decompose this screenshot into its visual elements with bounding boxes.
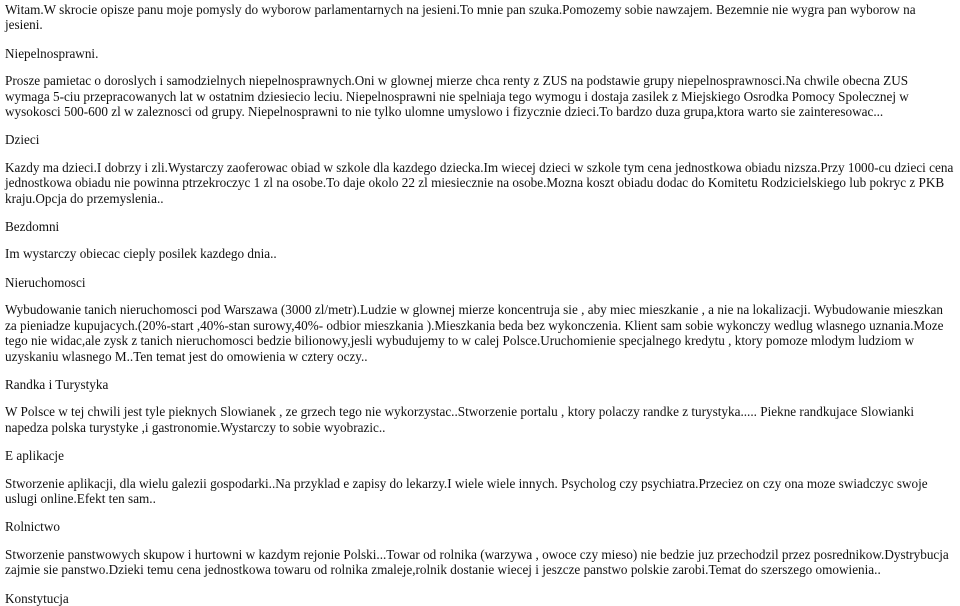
intro-paragraph: Witam.W skrocie opisze panu moje pomysly do wyborow parlamentarnych na jesieni.To mnie pan szuka.Pomozemy sobie nawzajem. Bezemnie nie wygra pan wyborow na jesieni.: [5, 2, 916, 33]
section-body-rolnictwo: Stworzenie panstwowych skupow i hurtowni w kazdym rejonie Polski...Towar od rolnika (warzywa , owoce czy mieso) nie bedzie juz przechodzil przez posrednikow.Dystrybucja zajmie sie panstwo.Dzieki temu cena jednostkowa towaru od rolnika zmaleje,rolnik dostanie wiecej i jeszcze panstwo polskie zarobi.Temat do szerszego omowienia..: [5, 546, 949, 578]
section-title-dzieci: Dzieci: [5, 132, 40, 148]
section-body-e-aplikacje: Stworzenie aplikacji, dla wielu galezii gospodarki..Na przyklad e zapisy do lekarzy.I wiele wiele innych. Psycholog czy psychiatra.Przeciez on czy ona moze swiadczyc swoje uslugi online.Efekt ten sam..: [5, 475, 928, 506]
section-title-niepelnosprawni: Niepelnosprawni.: [5, 45, 99, 61]
section-title-e-aplikacje: E aplikacje: [5, 448, 64, 464]
section-body-bezdomni: Im wystarczy obiecac cieply posilek kazdego dnia..: [5, 246, 277, 262]
section-title-rolnictwo: Rolnictwo: [5, 519, 60, 535]
section-body-dzieci: Kazdy ma dzieci.I dobrzy i zli.Wystarczy zaoferowac obiad w szkole dla kazdego dziecka.Im wiecej dzieci w szkole tym cena jednostkowa obiadu nizsza.Przy 1000-cu dzieci cena jednostkowa obiadu nie powinna ptrzekroczyc 1 zl na osobe.To daje okolo 22 zl miesiecznie na osobe.Mozna koszt obiadu dodac do Komitetu Rodzicielskiego lub pokryc z PKB kraju.Opcja do przemyslenia..: [5, 159, 954, 206]
section-body-nieruchomosci: Wybudowanie tanich nieruchomosci pod Warszawa (3000 zl/metr).Ludzie w glownej mierze koncentruja sie , aby miec mieszkanie , a nie na lokalizacji. Wybudowanie mieszkan za pieniadze kupujacych.(20%-start ,40%-stan surowy,40%- odbior mieszkania ).Mieszkania beda bez wykonczenia. Klient sam sobie wykonczy wedlug wlasnego uznania.Moze tego nie widac,ale zysk z tanich nieruchomosci bedzie bilionowy,jesli wybudujemy to w calej Polsce.Uruchomienie specjalnego kredytu , ktory pomoze mlodym ludziom w uzyskaniu wlasnego M..Ten temat jest do omowienia w cztery oczy..: [5, 302, 944, 364]
section-body-niepelnosprawni: Prosze pamietac o doroslych i samodzielnych niepelnosprawnych.Oni w glownej mierze chca renty z ZUS na podstawie grupy niepelnosprawnosci.Na chwile obecna ZUS wymaga 5-ciu przepracowanych lat w ostatnim dziesiecio leciu. Niepelnosprawni nie spelniaja tego wymogu i dostaja zasilek z Miejskiego Osrodka Pomocy Spolecznej w wysokosci 500-600 zl w zaleznosci od grupy. Niepelnosprawni to nie tylko ulomne umyslowo i fizycznie dzieci.To bardzo duza grupa,ktora warto sie zainteresowac...: [5, 73, 909, 120]
section-title-randka-turystyka: Randka i Turystyka: [5, 376, 109, 392]
section-title-konstytucja: Konstytucja: [5, 590, 69, 606]
section-title-bezdomni: Bezdomni: [5, 219, 60, 235]
section-title-nieruchomosci: Nieruchomosci: [5, 274, 86, 290]
section-body-randka-turystyka: W Polsce w tej chwili jest tyle pieknych Slowianek , ze grzech tego nie wykorzystac..Stworzenie portalu , ktory polaczy randke z turystyka..... Piekne randkujace Slowianki napedza polska turystyke ,i gastronomie.Wystarczy to sobie wyobrazic..: [5, 404, 915, 435]
